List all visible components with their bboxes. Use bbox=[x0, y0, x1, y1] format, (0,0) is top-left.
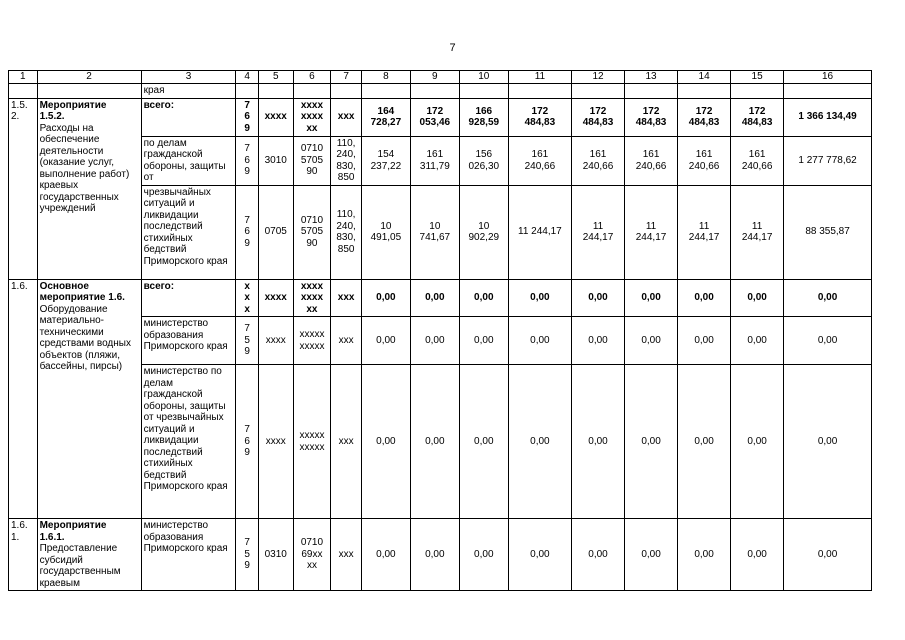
code-cell: 7 6 9 bbox=[236, 136, 258, 185]
value-cell: 0,00 bbox=[410, 519, 459, 591]
value-cell: 172 484,83 bbox=[625, 98, 678, 136]
code-cell: xxx bbox=[331, 98, 362, 136]
table-row bbox=[9, 519, 872, 591]
value-cell: 0,00 bbox=[508, 519, 571, 591]
value-cell: 161 240,66 bbox=[625, 136, 678, 185]
continuation-row bbox=[9, 84, 872, 99]
executor-cell: министерство по делам гражданской обороны, защиты от чрезвычайных ситуаций и ликвидации последствий стихийных бедствий Приморского края bbox=[141, 365, 236, 519]
code-cell: xxx bbox=[331, 317, 362, 365]
value-cell: 0,00 bbox=[572, 279, 625, 317]
value-cell: 0,00 bbox=[410, 317, 459, 365]
value-cell: 0,00 bbox=[625, 279, 678, 317]
column-header: 5 bbox=[258, 71, 293, 84]
code-cell: 3010 bbox=[258, 136, 293, 185]
activity-description: Оборудование материально-техническими средствами водных объектов (пляжи, бассейны, пирсы) bbox=[39, 303, 131, 372]
column-header: 4 bbox=[236, 71, 258, 84]
value-cell: 164 728,27 bbox=[361, 98, 410, 136]
executor-cell: всего: bbox=[141, 98, 236, 136]
value-cell: 0,00 bbox=[459, 365, 508, 519]
code-cell: xxx bbox=[331, 279, 362, 317]
value-cell: 10 491,05 bbox=[361, 185, 410, 279]
column-header: 15 bbox=[731, 71, 784, 84]
value-cell: 88 355,87 bbox=[784, 185, 872, 279]
value-cell: 0,00 bbox=[459, 519, 508, 591]
column-header: 3 bbox=[141, 71, 236, 84]
column-header: 8 bbox=[361, 71, 410, 84]
value-cell: 166 928,59 bbox=[459, 98, 508, 136]
value-cell: 0,00 bbox=[572, 365, 625, 519]
value-cell: 0,00 bbox=[508, 365, 571, 519]
code-cell: 0310 bbox=[258, 519, 293, 591]
column-header: 12 bbox=[572, 71, 625, 84]
value-cell: 0,00 bbox=[572, 317, 625, 365]
executor-cell: министерство образования Приморского края bbox=[141, 519, 236, 591]
executor-cell: всего: bbox=[141, 279, 236, 317]
value-cell: 11 244,17 bbox=[678, 185, 731, 279]
value-cell: 0,00 bbox=[731, 519, 784, 591]
value-cell: 0,00 bbox=[508, 279, 571, 317]
value-cell: 172 484,83 bbox=[572, 98, 625, 136]
value-cell: 10 902,29 bbox=[459, 185, 508, 279]
value-cell: 0,00 bbox=[361, 519, 410, 591]
value-cell: 0,00 bbox=[459, 317, 508, 365]
value-cell: 0,00 bbox=[361, 279, 410, 317]
code-cell: 110, 240, 830, 850 bbox=[331, 185, 362, 279]
executor-cell: по делам гражданской обороны, защиты от bbox=[141, 136, 236, 185]
value-cell: 0,00 bbox=[508, 317, 571, 365]
row-number: 1.5. 2. bbox=[9, 98, 38, 279]
activity-title: Мероприятие 1.5.2. bbox=[39, 99, 107, 122]
activity-title: Мероприятие 1.6.1. bbox=[39, 520, 107, 543]
activity-description: Расходы на обеспечение деятельности (оказание услуг, выполнение работ) краевых государственных учреждений bbox=[39, 122, 130, 214]
table-row bbox=[9, 279, 872, 317]
code-cell: 0705 bbox=[258, 185, 293, 279]
value-cell: 0,00 bbox=[361, 317, 410, 365]
value-cell: 11 244,17 bbox=[572, 185, 625, 279]
value-cell: 172 053,46 bbox=[410, 98, 459, 136]
value-cell: 0,00 bbox=[731, 317, 784, 365]
activity-cell bbox=[37, 279, 141, 519]
code-cell: 0710 5705 90 bbox=[293, 185, 331, 279]
value-cell: 0,00 bbox=[784, 519, 872, 591]
column-header: 11 bbox=[508, 71, 571, 84]
activity-cell bbox=[37, 519, 141, 591]
value-cell: 156 026,30 bbox=[459, 136, 508, 185]
value-cell: 0,00 bbox=[410, 279, 459, 317]
code-cell: xxxx bbox=[258, 98, 293, 136]
code-cell: xxxx xxxx xx bbox=[293, 279, 331, 317]
value-cell: 172 484,83 bbox=[678, 98, 731, 136]
code-cell: x x x bbox=[236, 279, 258, 317]
activity-cell bbox=[37, 98, 141, 279]
code-cell: 0710 5705 90 bbox=[293, 136, 331, 185]
row-number: 1.6. 1. bbox=[9, 519, 38, 591]
value-cell: 11 244,17 bbox=[625, 185, 678, 279]
code-cell: xxx bbox=[331, 519, 362, 591]
value-cell: 0,00 bbox=[678, 279, 731, 317]
column-number-row bbox=[9, 71, 872, 84]
value-cell: 1 277 778,62 bbox=[784, 136, 872, 185]
column-header: 10 bbox=[459, 71, 508, 84]
code-cell: xxxx bbox=[258, 317, 293, 365]
column-header: 1 bbox=[9, 71, 38, 84]
code-cell: 0710 69xx xx bbox=[293, 519, 331, 591]
page-number: 7 bbox=[449, 42, 456, 54]
value-cell: 0,00 bbox=[784, 365, 872, 519]
code-cell: xxxx bbox=[258, 365, 293, 519]
value-cell: 11 244,17 bbox=[508, 185, 571, 279]
column-header: 14 bbox=[678, 71, 731, 84]
code-cell: xxxxx xxxxx bbox=[293, 365, 331, 519]
value-cell: 161 240,66 bbox=[572, 136, 625, 185]
column-header: 7 bbox=[331, 71, 362, 84]
code-cell: 7 6 9 bbox=[236, 185, 258, 279]
value-cell: 0,00 bbox=[572, 519, 625, 591]
column-header: 2 bbox=[37, 71, 141, 84]
value-cell: 161 240,66 bbox=[508, 136, 571, 185]
value-cell: 0,00 bbox=[625, 365, 678, 519]
value-cell: 0,00 bbox=[731, 279, 784, 317]
activity-title: Основное мероприятие 1.6. bbox=[39, 280, 125, 303]
code-cell: 7 6 9 bbox=[236, 365, 258, 519]
value-cell: 0,00 bbox=[459, 279, 508, 317]
executor-cell: края bbox=[141, 84, 236, 99]
code-cell: xxxx xxxx xx bbox=[293, 98, 331, 136]
value-cell: 161 240,66 bbox=[678, 136, 731, 185]
code-cell: 7 5 9 bbox=[236, 317, 258, 365]
value-cell: 161 311,79 bbox=[410, 136, 459, 185]
value-cell: 0,00 bbox=[678, 519, 731, 591]
value-cell: 0,00 bbox=[361, 365, 410, 519]
value-cell: 0,00 bbox=[678, 365, 731, 519]
value-cell: 0,00 bbox=[784, 317, 872, 365]
value-cell: 0,00 bbox=[784, 279, 872, 317]
code-cell: xxxx bbox=[258, 279, 293, 317]
code-cell: 110, 240, 830, 850 bbox=[331, 136, 362, 185]
value-cell: 0,00 bbox=[625, 519, 678, 591]
code-cell: xxxxx xxxxx bbox=[293, 317, 331, 365]
executor-cell: министерство образования Приморского края bbox=[141, 317, 236, 365]
code-cell: 7 6 9 bbox=[236, 98, 258, 136]
value-cell: 0,00 bbox=[410, 365, 459, 519]
value-cell: 0,00 bbox=[731, 365, 784, 519]
column-header: 13 bbox=[625, 71, 678, 84]
value-cell: 161 240,66 bbox=[731, 136, 784, 185]
column-header: 16 bbox=[784, 71, 872, 84]
executor-cell: чрезвычайных ситуаций и ликвидации последствий стихийных бедствий Приморского края bbox=[141, 185, 236, 279]
budget-table bbox=[8, 70, 872, 591]
value-cell: 10 741,67 bbox=[410, 185, 459, 279]
value-cell: 154 237,22 bbox=[361, 136, 410, 185]
row-number: 1.6. bbox=[9, 279, 38, 519]
value-cell: 1 366 134,49 bbox=[784, 98, 872, 136]
value-cell: 11 244,17 bbox=[731, 185, 784, 279]
code-cell: xxx bbox=[331, 365, 362, 519]
activity-description: Предоставление субсидий государственным краевым bbox=[39, 543, 121, 589]
code-cell: 7 5 9 bbox=[236, 519, 258, 591]
value-cell: 0,00 bbox=[625, 317, 678, 365]
table-row bbox=[9, 98, 872, 136]
value-cell: 0,00 bbox=[678, 317, 731, 365]
column-header: 9 bbox=[410, 71, 459, 84]
value-cell: 172 484,83 bbox=[731, 98, 784, 136]
column-header: 6 bbox=[293, 71, 331, 84]
value-cell: 172 484,83 bbox=[508, 98, 571, 136]
